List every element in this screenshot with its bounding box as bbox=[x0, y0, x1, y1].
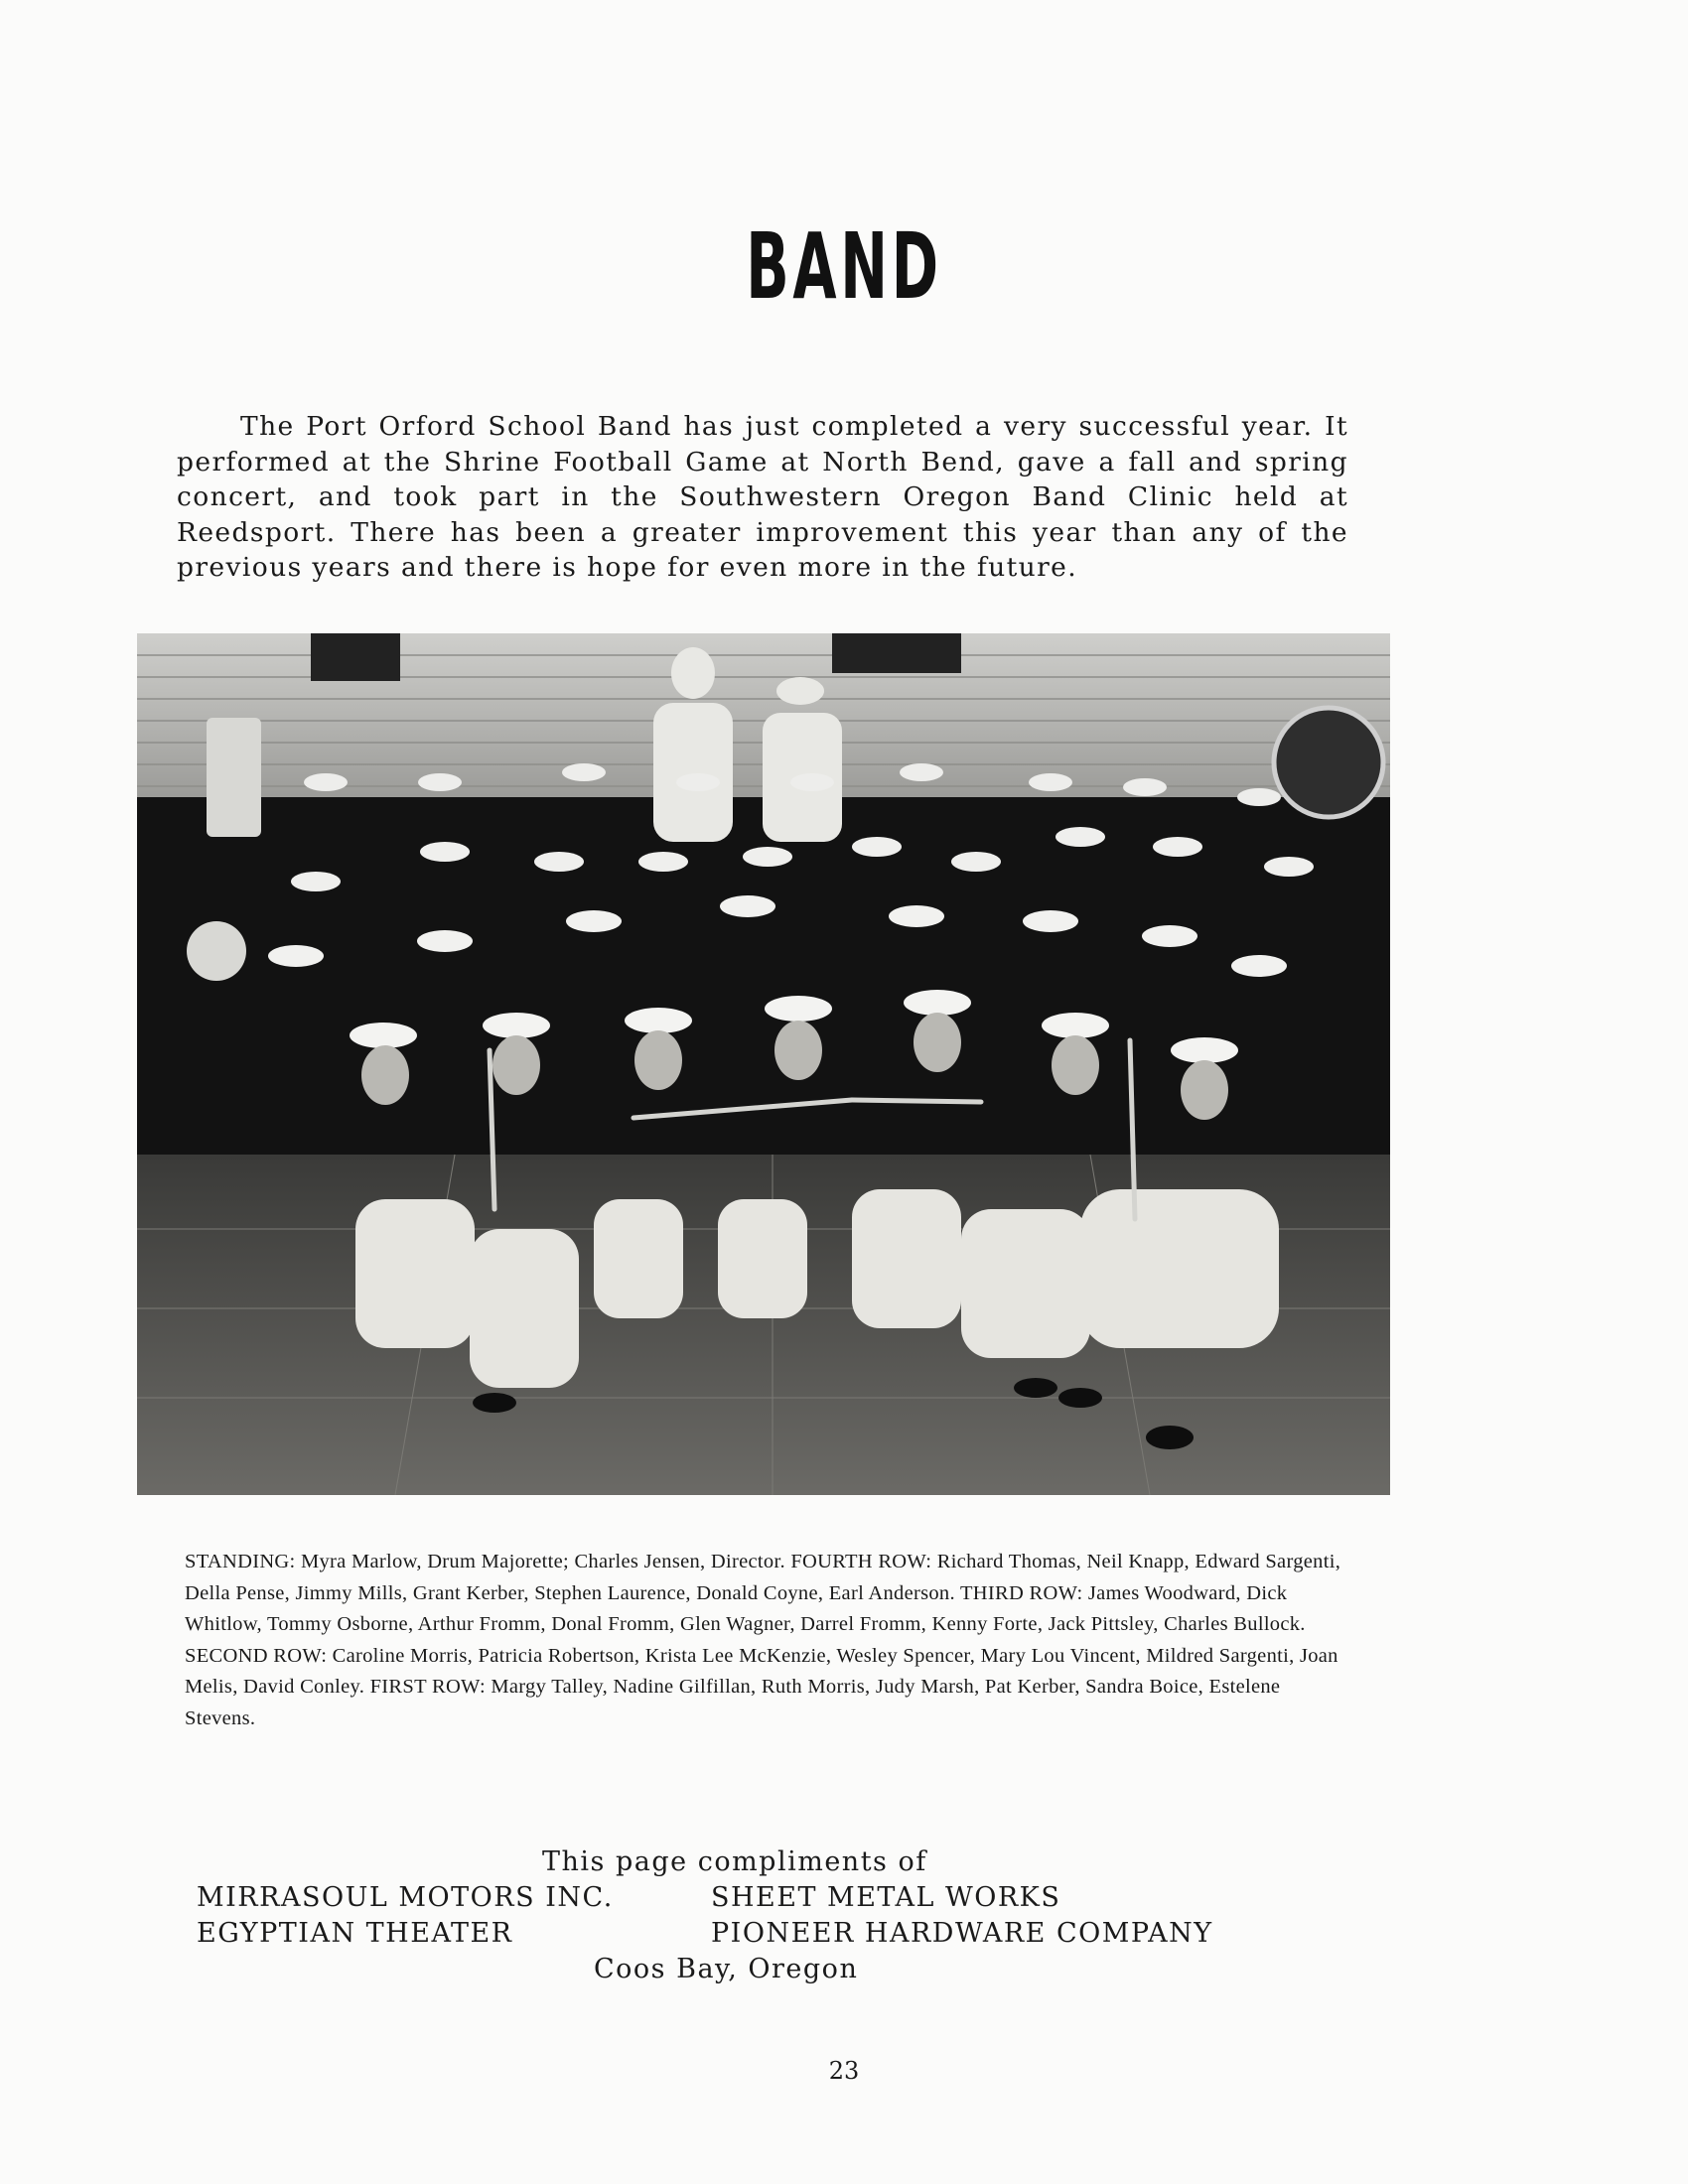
sponsor-egyptian-theater: EGYPTIAN THEATER bbox=[197, 1918, 513, 1949]
intro-paragraph: The Port Orford School Band has just completed a very successful year. It performed at the Shrine Football Game at North Bend, gave a fall and spring concert, and took part in the Southwestern Oregon Band Clinic held at Reedsport. There has been a greater improvement this year than any of the previous years and there is hope for even more in the future. bbox=[177, 411, 1348, 583]
sponsor-pioneer-hardware: PIONEER HARDWARE COMPANY bbox=[711, 1918, 1213, 1949]
sponsor-mirrasoul: MIRRASOUL MOTORS INC. bbox=[197, 1882, 614, 1913]
photo-caption: STANDING: Myra Marlow, Drum Majorette; Charles Jensen, Director. FOURTH ROW: Richard Thomas, Neil Knapp, Edward Sargenti, Della Pense, Jimmy Mills, Grant Kerber, Stephen Laurence, Donald Coyne, Earl Anderson. THIRD ROW: James Woodward, Dick Whitlow, Tommy Osborne, Arthur Fromm, Donal Fromm, Glen Wagner, Darrel Fromm, Kenny Forte, Jack Pittsley, Charles Bullock. SECOND ROW: Caroline Morris, Patricia Robertson, Krista Lee McKenzie, Wesley Spencer, Mary Lou Vincent, Mildred Sargenti, Joan Melis, David Conley. FIRST ROW: Margy Talley, Nadine Gilfillan, Ruth Morris, Judy Marsh, Pat Kerber, Sandra Boice, Estelene Stevens. bbox=[185, 1551, 1341, 1729]
band-group-photo bbox=[137, 633, 1390, 1495]
credits-location: Coos Bay, Oregon bbox=[594, 1954, 859, 1984]
page-number: 23 bbox=[828, 2057, 860, 2085]
sponsor-sheet-metal: SHEET METAL WORKS bbox=[711, 1882, 1061, 1913]
page-title: BAND bbox=[746, 213, 942, 320]
credits-heading: This page compliments of bbox=[542, 1846, 927, 1877]
